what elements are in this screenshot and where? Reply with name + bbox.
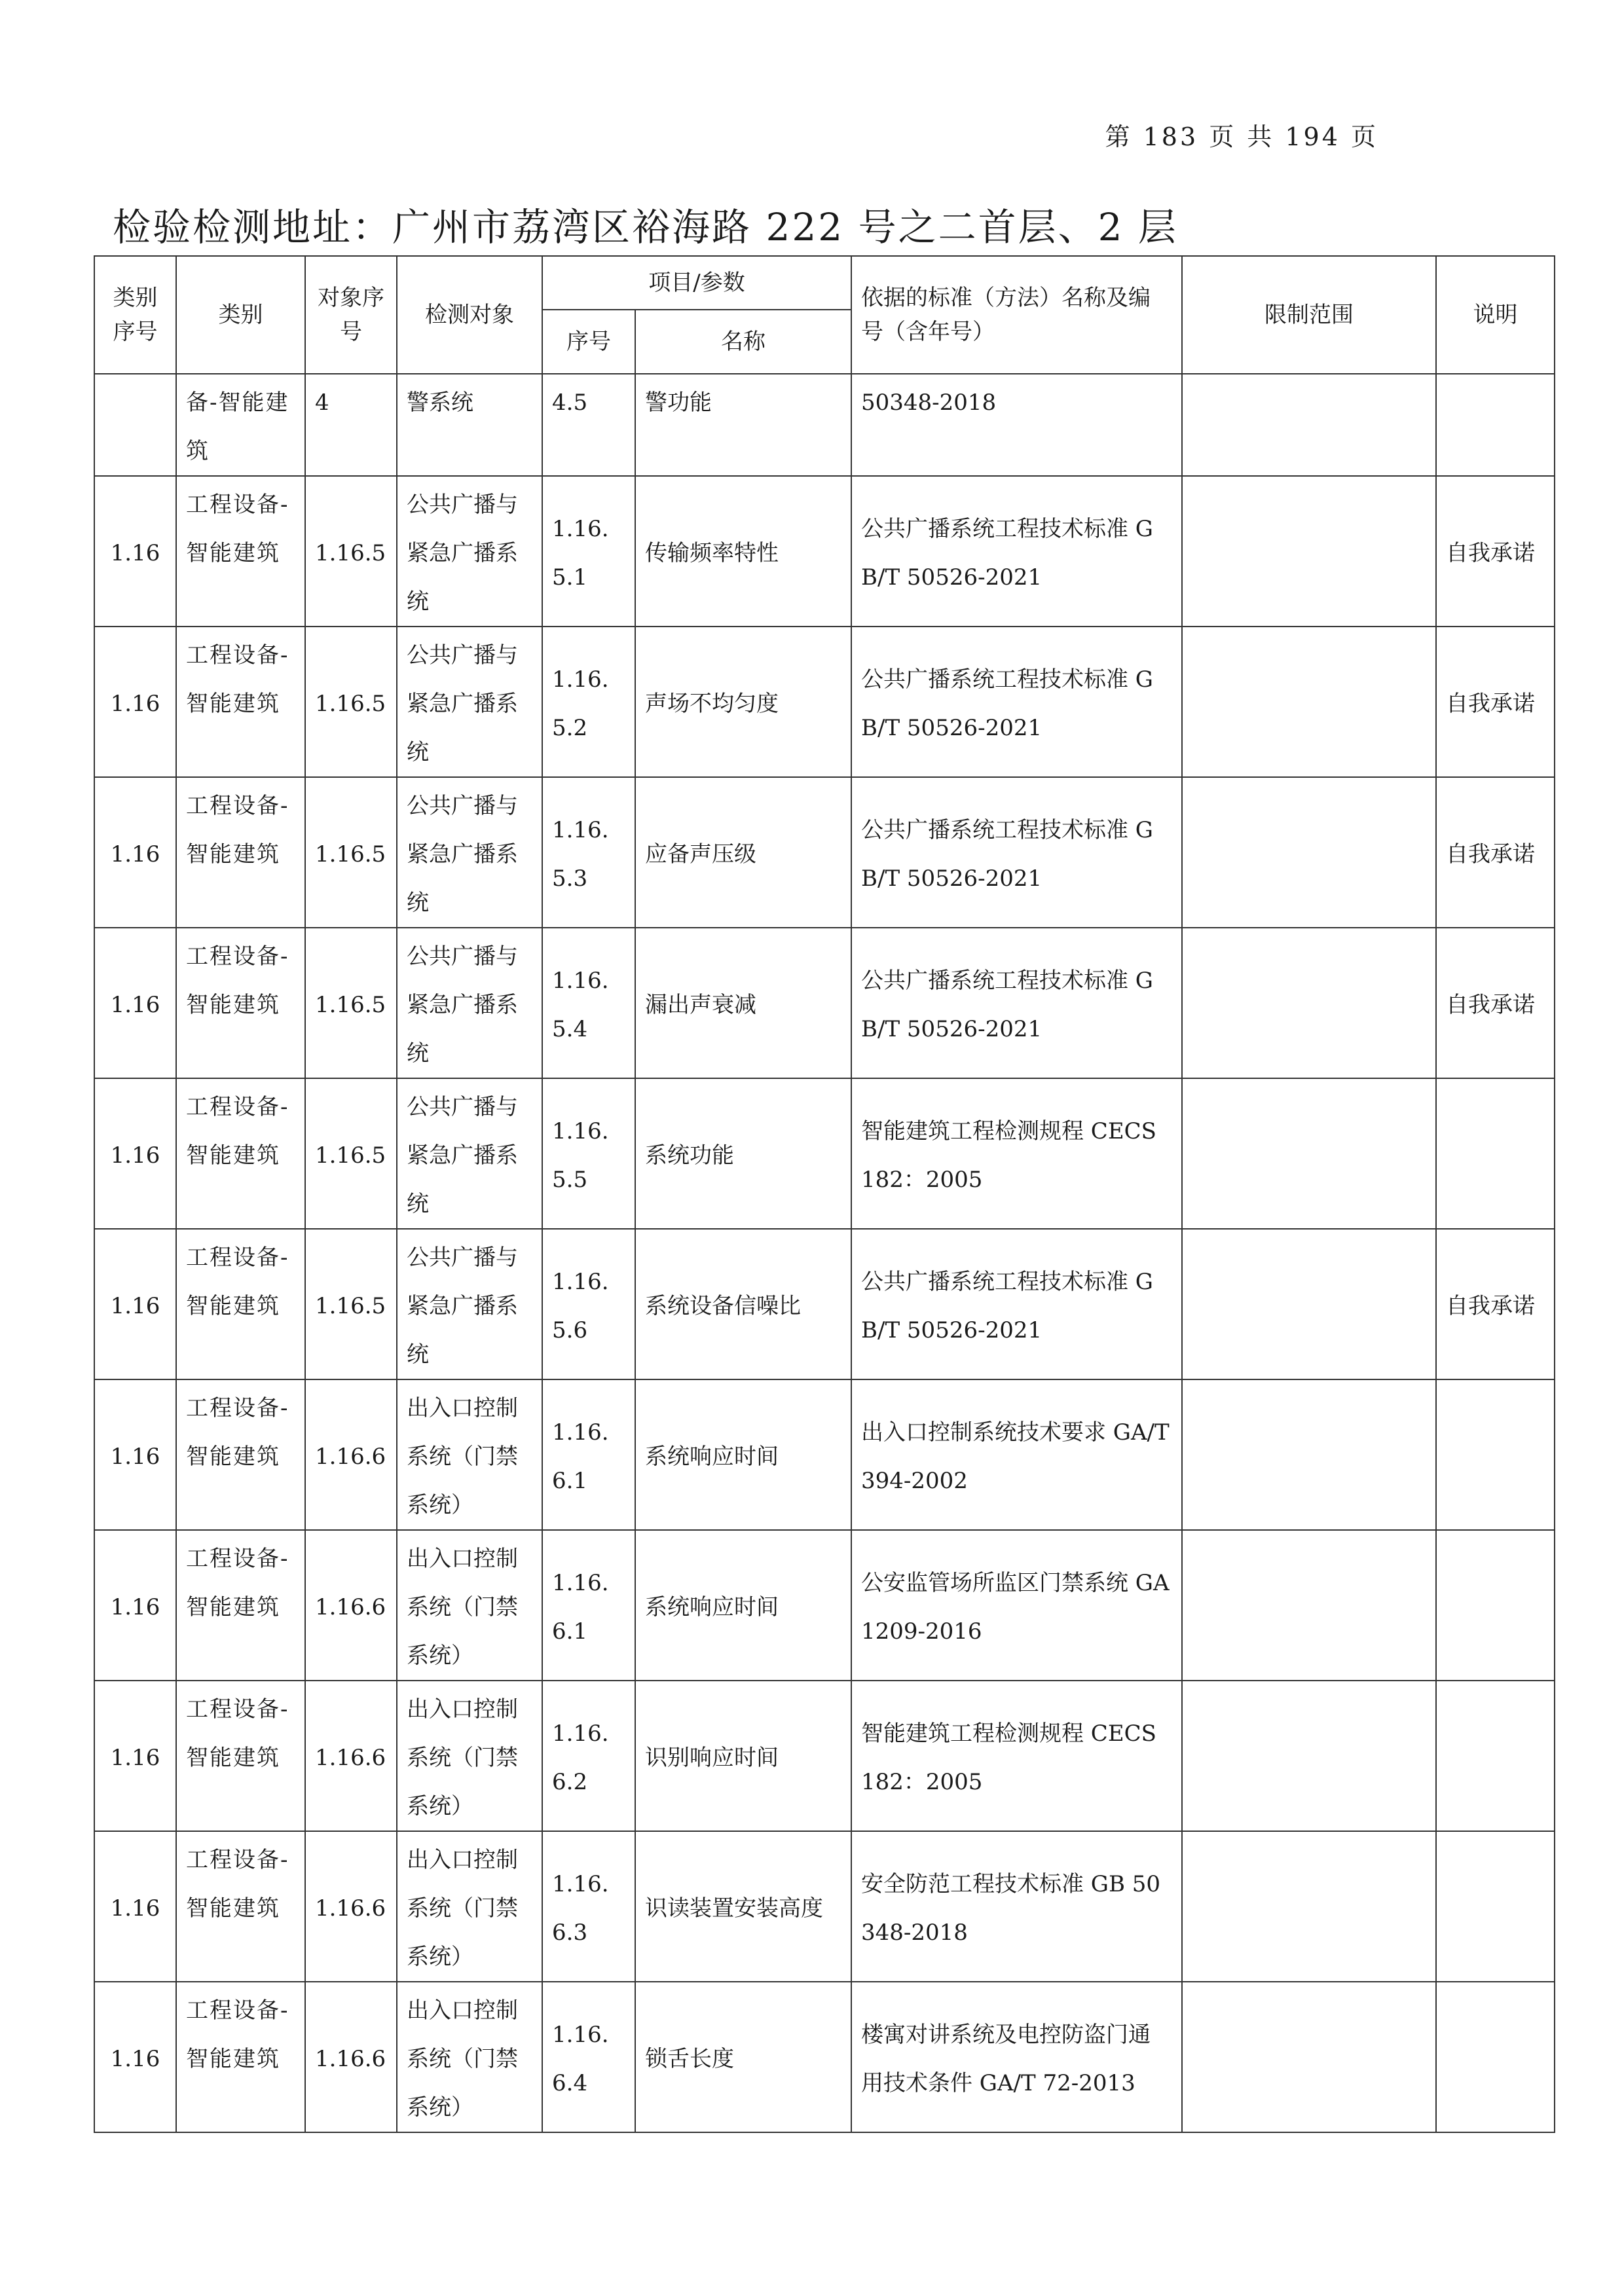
cell-object-no: 1.16.5 (305, 777, 397, 928)
cell-object-no: 1.16.5 (305, 476, 397, 627)
cell-category-no: 1.16 (94, 1078, 176, 1229)
cell-standard: 50348-2018 (851, 374, 1182, 476)
cell-note: 自我承诺 (1436, 1229, 1555, 1379)
cell-note: 自我承诺 (1436, 928, 1555, 1078)
cell-object: 出入口控制系统（门禁系统） (397, 1982, 542, 2132)
cell-object: 公共广播与紧急广播系统 (397, 476, 542, 627)
header-item-group: 项目/参数 (542, 256, 851, 310)
cell-limit (1182, 1681, 1436, 1831)
cell-note (1436, 1681, 1555, 1831)
table-row (94, 1078, 1555, 1229)
table-row (94, 1229, 1555, 1379)
cell-item-name: 识读装置安装高度 (635, 1831, 851, 1982)
cell-item-name: 锁舌长度 (635, 1982, 851, 2132)
cell-note (1436, 1379, 1555, 1530)
cell-item-name: 漏出声衰减 (635, 928, 851, 1078)
cell-standard: 公共广播系统工程技术标准 GB/T 50526-2021 (851, 777, 1182, 928)
cell-item-no: 1.16.5.1 (542, 476, 635, 627)
cell-limit (1182, 476, 1436, 627)
cell-limit (1182, 1831, 1436, 1982)
cell-object: 警系统 (397, 374, 542, 476)
cell-category-no: 1.16 (94, 777, 176, 928)
table-row (94, 1530, 1555, 1681)
cell-item-no: 1.16.5.6 (542, 1229, 635, 1379)
cell-item-no: 1.16.6.1 (542, 1379, 635, 1530)
cell-item-no: 1.16.6.4 (542, 1982, 635, 2132)
cell-object-no: 1.16.6 (305, 1982, 397, 2132)
cell-category: 备-智能建筑 (176, 374, 305, 476)
cell-item-name: 系统功能 (635, 1078, 851, 1229)
cell-item-no: 1.16.5.2 (542, 627, 635, 777)
cell-category: 工程设备-智能建筑 (176, 777, 305, 928)
cell-limit (1182, 928, 1436, 1078)
cell-standard: 公共广播系统工程技术标准 GB/T 50526-2021 (851, 476, 1182, 627)
cell-item-name: 声场不均匀度 (635, 627, 851, 777)
cell-object: 公共广播与紧急广播系统 (397, 1078, 542, 1229)
cell-limit (1182, 1379, 1436, 1530)
cell-object: 公共广播与紧急广播系统 (397, 777, 542, 928)
header-category: 类别 (176, 256, 305, 374)
cell-object-no: 1.16.5 (305, 1229, 397, 1379)
header-standard: 依据的标准（方法）名称及编号（含年号） (851, 256, 1182, 374)
cell-object-no: 1.16.6 (305, 1379, 397, 1530)
header-object-no: 对象序号 (305, 256, 397, 374)
table-row (94, 1831, 1555, 1982)
cell-object-no: 1.16.6 (305, 1530, 397, 1681)
header-item-name: 名称 (635, 310, 851, 374)
cell-category-no: 1.16 (94, 1831, 176, 1982)
table-row (94, 374, 1555, 476)
cell-category-no: 1.16 (94, 928, 176, 1078)
cell-item-name: 系统响应时间 (635, 1530, 851, 1681)
table-row (94, 627, 1555, 777)
scope-table (94, 255, 1555, 2133)
cell-standard: 智能建筑工程检测规程 CECS 182：2005 (851, 1078, 1182, 1229)
cell-limit (1182, 1229, 1436, 1379)
cell-note (1436, 1078, 1555, 1229)
cell-category: 工程设备-智能建筑 (176, 1831, 305, 1982)
cell-item-name: 系统响应时间 (635, 1379, 851, 1530)
cell-category: 工程设备-智能建筑 (176, 1379, 305, 1530)
cell-category-no: 1.16 (94, 1530, 176, 1681)
cell-standard: 安全防范工程技术标准 GB 50348-2018 (851, 1831, 1182, 1982)
cell-note (1436, 374, 1555, 476)
cell-item-name: 应备声压级 (635, 777, 851, 928)
table-row (94, 476, 1555, 627)
cell-category: 工程设备-智能建筑 (176, 627, 305, 777)
header-item-no: 序号 (542, 310, 635, 374)
header-note: 说明 (1436, 256, 1555, 374)
page-number: 第 183 页 共 194 页 (1105, 122, 1378, 151)
table-row (94, 928, 1555, 1078)
cell-object: 出入口控制系统（门禁系统） (397, 1379, 542, 1530)
cell-category-no: 1.16 (94, 627, 176, 777)
cell-category: 工程设备-智能建筑 (176, 1078, 305, 1229)
cell-item-name: 传输频率特性 (635, 476, 851, 627)
cell-object: 公共广播与紧急广播系统 (397, 928, 542, 1078)
table-row (94, 1982, 1555, 2132)
cell-category-no: 1.16 (94, 1681, 176, 1831)
cell-object-no: 1.16.5 (305, 1078, 397, 1229)
cell-standard: 公共广播系统工程技术标准 GB/T 50526-2021 (851, 928, 1182, 1078)
cell-limit (1182, 777, 1436, 928)
cell-object-no: 1.16.6 (305, 1831, 397, 1982)
cell-object-no: 1.16.6 (305, 1681, 397, 1831)
cell-note: 自我承诺 (1436, 777, 1555, 928)
cell-object: 出入口控制系统（门禁系统） (397, 1831, 542, 1982)
cell-limit (1182, 374, 1436, 476)
header-object: 检测对象 (397, 256, 542, 374)
cell-category: 工程设备-智能建筑 (176, 1530, 305, 1681)
cell-item-no: 1.16.5.3 (542, 777, 635, 928)
cell-category-no (94, 374, 176, 476)
cell-category-no: 1.16 (94, 1229, 176, 1379)
cell-note (1436, 1831, 1555, 1982)
cell-category: 工程设备-智能建筑 (176, 928, 305, 1078)
header-limit: 限制范围 (1182, 256, 1436, 374)
cell-item-no: 1.16.5.5 (542, 1078, 635, 1229)
cell-limit (1182, 1078, 1436, 1229)
header-category-no: 类别序号 (94, 256, 176, 374)
cell-object-no: 1.16.5 (305, 928, 397, 1078)
cell-object: 公共广播与紧急广播系统 (397, 1229, 542, 1379)
cell-limit (1182, 627, 1436, 777)
cell-standard: 公共广播系统工程技术标准 GB/T 50526-2021 (851, 627, 1182, 777)
cell-standard: 公安监管场所监区门禁系统 GA 1209-2016 (851, 1530, 1182, 1681)
cell-standard: 楼寓对讲系统及电控防盗门通用技术条件 GA/T 72-2013 (851, 1982, 1182, 2132)
cell-item-no: 1.16.6.1 (542, 1530, 635, 1681)
cell-object: 出入口控制系统（门禁系统） (397, 1681, 542, 1831)
cell-category: 工程设备-智能建筑 (176, 476, 305, 627)
cell-item-no: 4.5 (542, 374, 635, 476)
cell-object: 公共广播与紧急广播系统 (397, 627, 542, 777)
cell-category: 工程设备-智能建筑 (176, 1229, 305, 1379)
cell-standard: 出入口控制系统技术要求 GA/T 394-2002 (851, 1379, 1182, 1530)
cell-object-no: 4 (305, 374, 397, 476)
cell-note (1436, 1530, 1555, 1681)
cell-category: 工程设备-智能建筑 (176, 1982, 305, 2132)
cell-limit (1182, 1982, 1436, 2132)
cell-standard: 公共广播系统工程技术标准 GB/T 50526-2021 (851, 1229, 1182, 1379)
cell-item-name: 识别响应时间 (635, 1681, 851, 1831)
cell-standard: 智能建筑工程检测规程 CECS 182：2005 (851, 1681, 1182, 1831)
cell-item-no: 1.16.5.4 (542, 928, 635, 1078)
cell-object-no: 1.16.5 (305, 627, 397, 777)
cell-category-no: 1.16 (94, 1982, 176, 2132)
cell-item-no: 1.16.6.3 (542, 1831, 635, 1982)
cell-category: 工程设备-智能建筑 (176, 1681, 305, 1831)
cell-item-no: 1.16.6.2 (542, 1681, 635, 1831)
cell-limit (1182, 1530, 1436, 1681)
cell-note: 自我承诺 (1436, 627, 1555, 777)
cell-object: 出入口控制系统（门禁系统） (397, 1530, 542, 1681)
table-row (94, 1681, 1555, 1831)
table-row (94, 1379, 1555, 1530)
cell-category-no: 1.16 (94, 476, 176, 627)
cell-item-name: 警功能 (635, 374, 851, 476)
testing-address: 检验检测地址：广州市荔湾区裕海路 222 号之二首层、2 层 (113, 205, 1178, 249)
cell-category-no: 1.16 (94, 1379, 176, 1530)
cell-item-name: 系统设备信噪比 (635, 1229, 851, 1379)
table-row (94, 777, 1555, 928)
cell-note (1436, 1982, 1555, 2132)
cell-note: 自我承诺 (1436, 476, 1555, 627)
